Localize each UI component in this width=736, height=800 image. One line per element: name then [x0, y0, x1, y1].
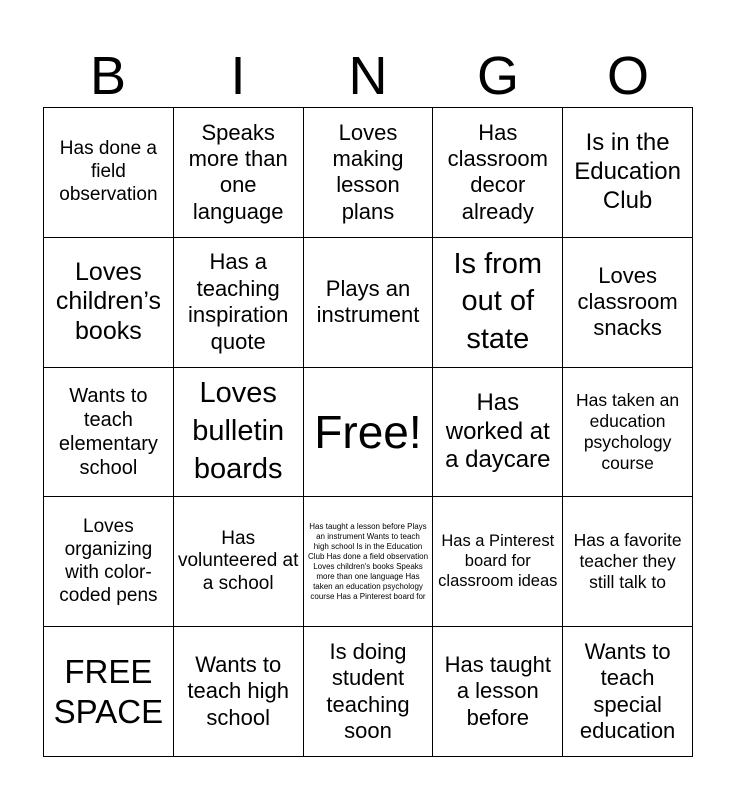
- bingo-cell[interactable]: [433, 238, 563, 368]
- bingo-cell[interactable]: [174, 627, 304, 757]
- bingo-cell[interactable]: [563, 108, 693, 238]
- bingo-cell[interactable]: [304, 238, 434, 368]
- bingo-header: [43, 44, 693, 108]
- cell-text: Has done a field observation: [59, 138, 158, 205]
- bingo-cell[interactable]: [174, 108, 304, 238]
- bingo-cell[interactable]: [563, 627, 693, 757]
- cell-text: Wants to teach elementary school: [58, 384, 158, 479]
- bingo-cell[interactable]: [433, 368, 563, 498]
- cell-text: Has taken an education psychology course: [576, 389, 680, 473]
- bingo-cell[interactable]: [563, 368, 693, 498]
- cell-text: Loves bulletin boards: [192, 377, 285, 485]
- bingo-cell[interactable]: [304, 108, 434, 238]
- cell-text: Loves making lesson plans: [332, 119, 404, 224]
- cell-text: FREE SPACE: [53, 653, 164, 730]
- cell-text: Has a Pinterest board for classroom ideas: [438, 532, 558, 590]
- bingo-cell[interactable]: [304, 627, 434, 757]
- bingo-cell[interactable]: [433, 497, 563, 627]
- header-letter-i: I: [230, 46, 246, 106]
- bingo-cell[interactable]: [563, 238, 693, 368]
- bingo-cell[interactable]: [44, 108, 174, 238]
- cell-text: Is doing student teaching soon: [326, 638, 410, 743]
- cell-text: Has taught a lesson before: [444, 652, 551, 730]
- bingo-cell[interactable]: [563, 497, 693, 627]
- cell-text: Wants to teach high school: [187, 652, 289, 730]
- bingo-cell[interactable]: [44, 368, 174, 498]
- bingo-cell[interactable]: [433, 108, 563, 238]
- cell-text: Loves classroom snacks: [577, 262, 678, 341]
- cell-text: Speaks more than one language: [188, 119, 288, 224]
- bingo-cell[interactable]: [44, 497, 174, 627]
- cell-text: Is in the Education Club: [574, 129, 681, 214]
- bingo-cell[interactable]: [174, 497, 304, 627]
- cell-text: Is from out of state: [453, 247, 543, 356]
- bingo-cell[interactable]: [174, 238, 304, 368]
- cell-text: Has volunteered at a school: [177, 527, 299, 595]
- bingo-cell[interactable]: [433, 627, 563, 757]
- header-letter-n: N: [348, 46, 388, 106]
- bingo-grid: [43, 107, 693, 757]
- header-letter-g: G: [476, 46, 519, 106]
- cell-text: Plays an instrument: [316, 275, 420, 328]
- header-letter-b: B: [89, 46, 127, 106]
- bingo-cell-free[interactable]: [304, 368, 434, 498]
- cell-text: Has a favorite teacher they still talk to: [573, 530, 682, 593]
- cell-text: Wants to teach special education: [579, 638, 676, 743]
- cell-text: Free!: [314, 405, 422, 458]
- cell-text: Loves children’s books: [55, 257, 161, 345]
- cell-text: Has taught a lesson before Plays an instrument Wants to teach high school Is in the Education Club Has done a field observation Loves children's books Speaks more than one language Has taken an education psychology course Has a Pinterest board for: [307, 521, 429, 601]
- cell-text: Has classroom decor already: [447, 119, 548, 224]
- bingo-cell[interactable]: [304, 497, 434, 627]
- header-letter-o: O: [606, 46, 649, 106]
- cell-text: Loves organizing with color-coded pens: [59, 516, 158, 606]
- bingo-cell[interactable]: [44, 238, 174, 368]
- cell-text: Has worked at a daycare: [445, 388, 551, 474]
- bingo-cell-free-space[interactable]: [44, 627, 174, 757]
- bingo-cell[interactable]: [174, 368, 304, 498]
- cell-text: Has a teaching inspiration quote: [188, 249, 289, 354]
